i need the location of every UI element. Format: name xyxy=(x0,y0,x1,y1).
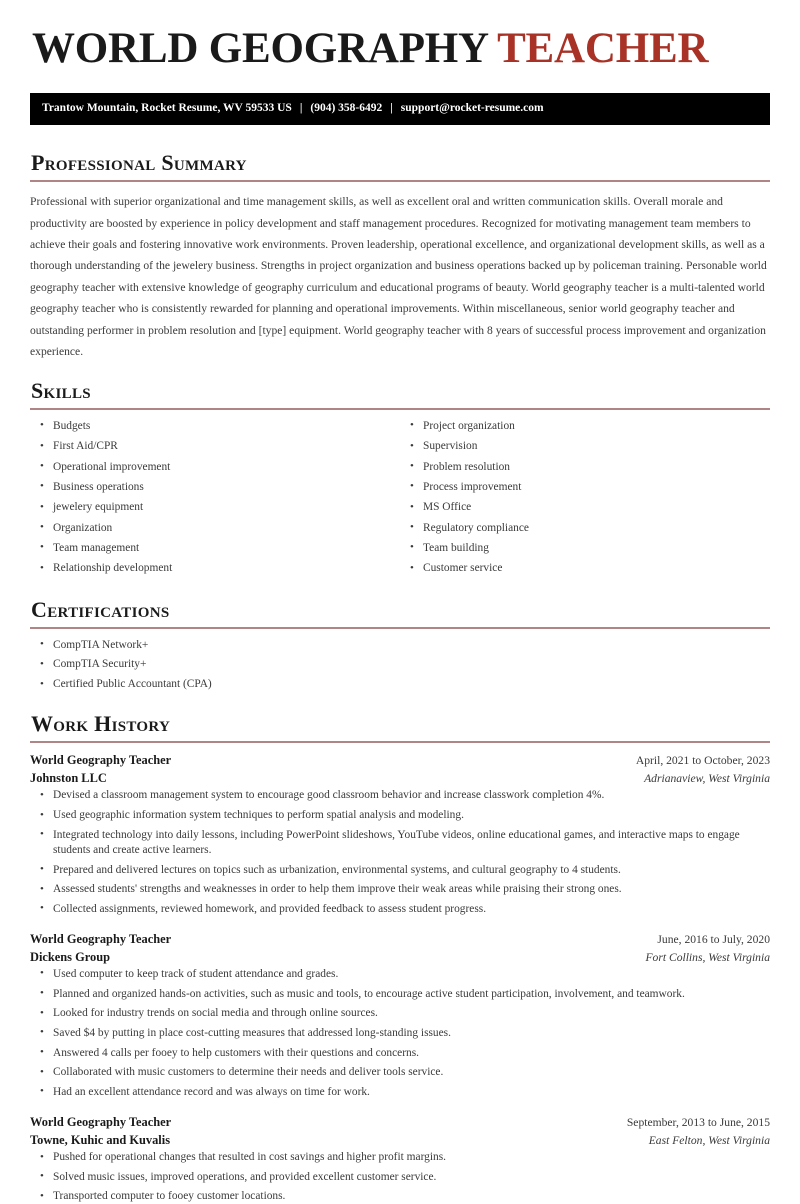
list-item: • Supervision xyxy=(400,439,770,454)
work-history-entry xyxy=(30,1114,770,1204)
list-item: • CompTIA Network+ xyxy=(30,638,770,653)
job-bullet: • Looked for industry trends on social media and through online sources. xyxy=(30,1006,770,1021)
job-bullet: • Collaborated with music customers to determine their needs and deliver tools service. xyxy=(30,1065,770,1080)
job-title-row xyxy=(30,752,770,770)
skills-list-right xyxy=(400,419,770,577)
job-company: Dickens Group xyxy=(30,949,110,964)
job-location: East Felton, West Virginia xyxy=(648,1134,770,1148)
list-item: • Business operations xyxy=(30,480,400,495)
job-dates: April, 2021 to October, 2023 xyxy=(635,754,770,768)
job-company-row xyxy=(30,770,770,788)
contact-email[interactable]: support@rocket-resume.com xyxy=(400,102,544,115)
job-title: World Geography Teacher xyxy=(30,753,172,768)
list-item: • Customer service xyxy=(400,561,770,576)
job-bullet: • Pushed for operational changes that resulted in cost savings and higher profit margins. xyxy=(30,1150,770,1165)
contact-separator-2: | xyxy=(390,102,393,115)
contact-bar xyxy=(30,93,770,125)
list-item: • Process improvement xyxy=(400,480,770,495)
list-item: • MS Office xyxy=(400,500,770,515)
contact-separator-1: | xyxy=(299,102,303,115)
job-bullets-list xyxy=(30,967,770,1100)
contact-address: Trantow Mountain, Rocket Resume, WV 59533 US xyxy=(42,102,292,115)
resume-name-title xyxy=(32,26,770,71)
skills-column-right xyxy=(400,419,770,582)
section-skills xyxy=(30,379,770,582)
list-item: • jewelery equipment xyxy=(30,500,400,515)
skills-column-left xyxy=(30,419,400,582)
contact-phone[interactable]: (904) 358-6492 xyxy=(310,102,383,115)
section-rule-summary xyxy=(30,180,770,182)
job-bullet: • Devised a classroom management system to encourage good classroom behavior and increase classwork completion 4%. xyxy=(30,788,770,803)
job-title: World Geography Teacher xyxy=(30,931,172,946)
work-history-entry xyxy=(30,752,770,917)
list-item: • Operational improvement xyxy=(30,460,400,475)
job-bullet: • Answered 4 calls per fooey to help customers with their questions and concerns. xyxy=(30,1046,770,1061)
job-bullet: • Integrated technology into daily lessons, including PowerPoint slideshows, YouTube videos, online educational games, and interactive maps to engage students and create active learners. xyxy=(30,828,770,858)
job-location: Adrianaview, West Virginia xyxy=(644,772,770,786)
job-company-row xyxy=(30,1132,770,1150)
list-item: • Team management xyxy=(30,541,400,556)
job-bullets-list xyxy=(30,1150,770,1204)
job-bullet: • Assessed students' strengths and weaknesses in order to help them improve their weak areas while praising their strong ones. xyxy=(30,882,770,897)
job-company: Towne, Kuhic and Kuvalis xyxy=(30,1133,171,1148)
job-title: World Geography Teacher xyxy=(30,1115,172,1130)
list-item: • Regulatory compliance xyxy=(400,521,770,536)
list-item: • Certified Public Accountant (CPA) xyxy=(30,677,770,692)
job-bullet: • Saved $4 by putting in place cost-cutting measures that addressed long-standing issues. xyxy=(30,1026,770,1041)
section-rule-skills xyxy=(30,408,770,410)
job-title-row xyxy=(30,1114,770,1132)
section-heading-skills: Skills xyxy=(31,377,91,403)
list-item: • Budgets xyxy=(30,419,400,434)
job-company: Johnston LLC xyxy=(30,771,107,786)
job-company-row xyxy=(30,949,770,967)
job-title-row xyxy=(30,931,770,949)
section-heading-certifications: Certifications xyxy=(31,596,170,622)
skills-columns xyxy=(30,419,770,582)
list-item: • Project organization xyxy=(400,419,770,434)
section-certifications xyxy=(30,598,770,693)
job-bullets-list xyxy=(30,788,770,917)
skills-list-left xyxy=(30,419,400,577)
job-dates: June, 2016 to July, 2020 xyxy=(657,932,770,946)
list-item: • Team building xyxy=(400,541,770,556)
name-primary: WORLD GEOGRAPHY xyxy=(32,25,498,72)
section-professional-summary xyxy=(30,151,770,363)
list-item: • Problem resolution xyxy=(400,460,770,475)
list-item: • CompTIA Security+ xyxy=(30,657,770,672)
job-bullet: • Used geographic information system techniques to perform spatial analysis and modeling. xyxy=(30,808,770,823)
section-work-history xyxy=(30,712,770,1204)
section-heading-work-history: Work History xyxy=(31,711,171,737)
section-rule-work-history xyxy=(30,741,770,743)
work-history-jobs xyxy=(30,752,770,1204)
job-bullet: • Used computer to keep track of student attendance and grades. xyxy=(30,967,770,982)
list-item: • Relationship development xyxy=(30,561,400,576)
work-history-entry xyxy=(30,931,770,1100)
certifications-list xyxy=(30,638,770,692)
job-dates: September, 2013 to June, 2015 xyxy=(626,1116,770,1130)
section-rule-certifications xyxy=(30,627,770,629)
section-heading-summary: Professional Summary xyxy=(31,149,247,175)
list-item: • First Aid/CPR xyxy=(30,439,400,454)
job-bullet: • Prepared and delivered lectures on topics such as urbanization, environmental systems, and cultural geography to 4 students. xyxy=(30,863,770,878)
job-location: Fort Collins, West Virginia xyxy=(645,950,770,964)
job-bullet: • Had an excellent attendance record and was always on time for work. xyxy=(30,1085,770,1100)
job-bullet: • Collected assignments, reviewed homework, and provided feedback to assess student progress. xyxy=(30,902,770,917)
summary-paragraph: Professional with superior organizational and time management skills, as well as excellent oral and written communication skills. Overall morale and productivity are boosted by experience in policy development and staff management procedures. Recognized for motivating management team members to achieve their goals and fostering innovative work environments. Proven leadership, operational excellence, and organizational development skills, as well as a thorough understanding of the jewelery business. Strengths in project organization and business operations backed up by policeman training. Personable world geography teacher with extensive knowledge of geography curriculum and educational programs of beauty. World geography teacher is a multi-talented world geography teacher who is consistently rewarded for planning and operational improvements. Within miscellaneous, senior world geography teacher and outstanding performer in problem resolution and [type] equipment. World geography teacher with 8 years of successful process improvement and organization experience. xyxy=(30,195,767,359)
job-bullet: • Transported computer to fooey customer locations. xyxy=(30,1189,770,1204)
name-accent: TEACHER xyxy=(497,25,709,72)
job-bullet: • Planned and organized hands-on activities, such as music and tools, to encourage active student participation, involvement, and teamwork. xyxy=(30,987,770,1002)
job-bullet: • Solved music issues, improved operations, and provided excellent customer service. xyxy=(30,1170,770,1185)
list-item: • Organization xyxy=(30,521,400,536)
